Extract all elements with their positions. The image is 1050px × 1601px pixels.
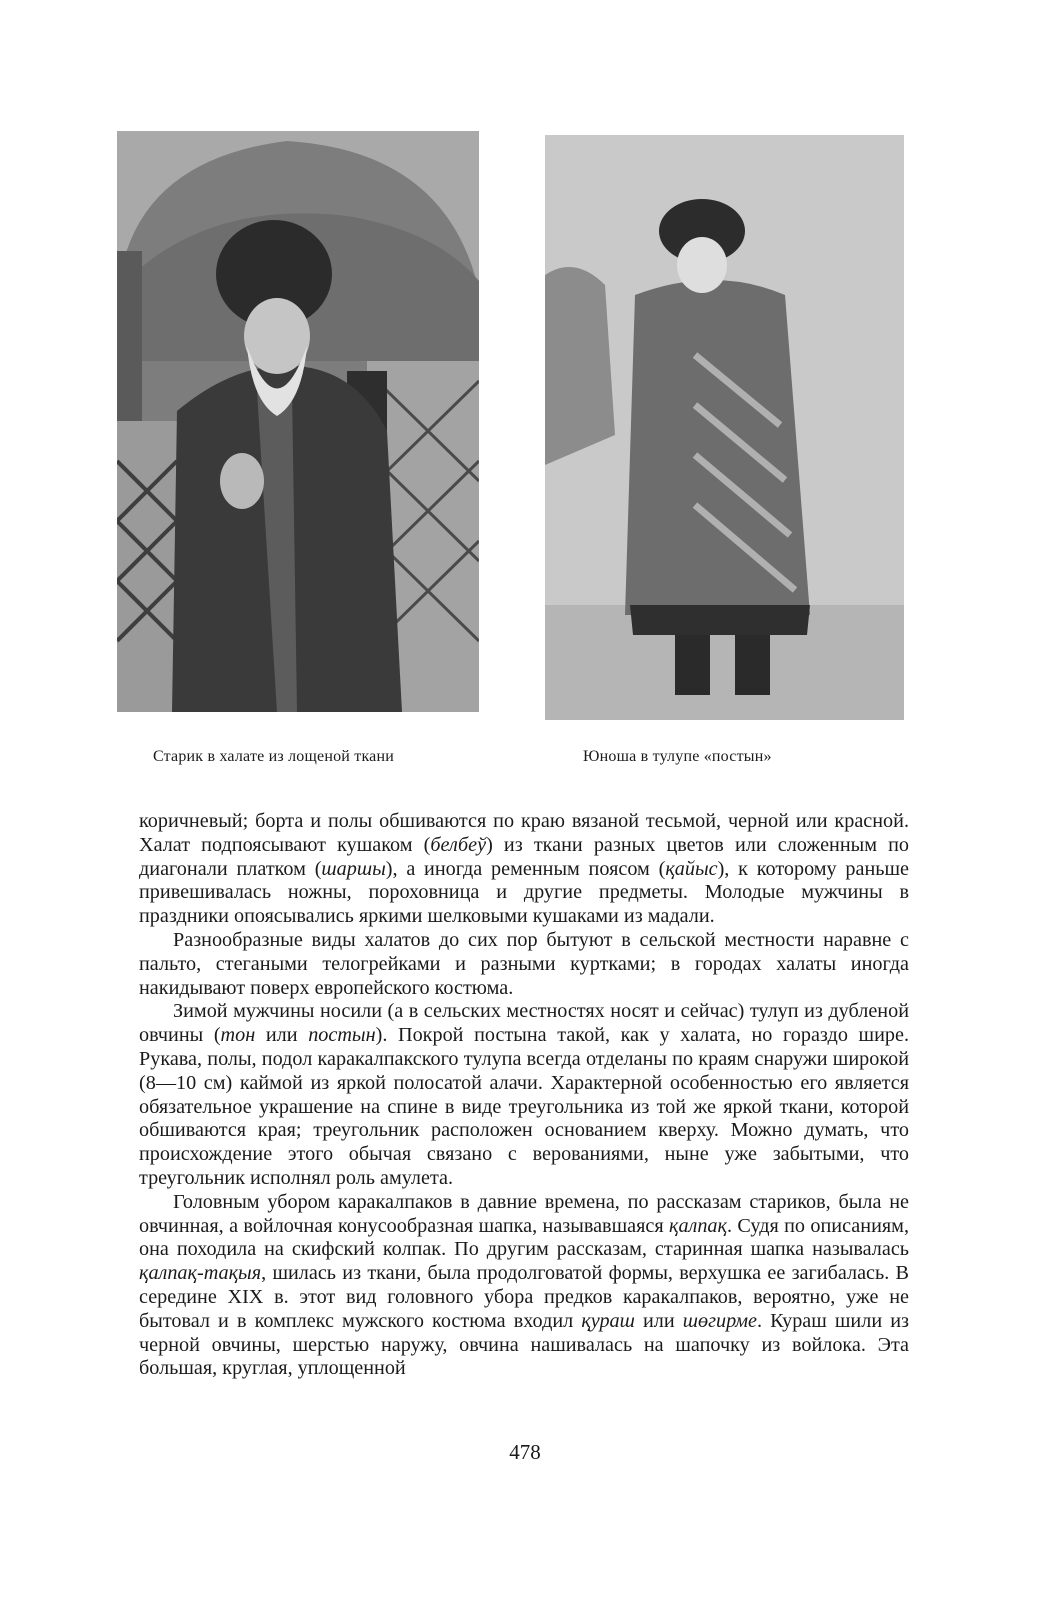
photo-old-man-image [117, 131, 479, 712]
paragraph [139, 810, 909, 929]
figure-caption-right: Юноша в тулупе «постын» [583, 748, 772, 765]
photo-old-man-in-robe [117, 131, 479, 712]
paragraph-text: . Кураш шили из черной овчины, шерстью наружу, овчина нашивалась на шапочку из войлока. Эта большая, круглая, уплощенной [139, 1309, 909, 1380]
paragraph [139, 929, 909, 1000]
paragraph-text: или [255, 1024, 309, 1047]
paragraph [139, 1000, 909, 1190]
italic-term: шаршы [321, 857, 386, 880]
page-number: 478 [509, 1440, 541, 1464]
paragraph [139, 1191, 909, 1381]
italic-term: белбеў [430, 833, 487, 856]
body-text [139, 810, 909, 1381]
paragraph-text: ), к которому раньше привешивалась ножны, пороховница и другие предметы. Молодые мужчины в праздники опоясывались яркими шелковыми кушаками из мадали. [139, 857, 909, 928]
paragraph-text: коричневый; борта и полы обшиваются по краю вязаной тесьмой, черной или красной. Халат подпоясывают кушаком ( [139, 810, 909, 856]
photo-young-man-in-sheepskin [545, 135, 904, 720]
paragraph-text: , шилась из ткани, была продолговатой формы, верхушка ее загибалась. В середине XIX в. этот вид головного убора предков каракалпаков, вероятно, уже не бытовал и в комплекс мужского костюма входил [139, 1262, 909, 1332]
italic-term: қалпақ-тақыя [139, 1262, 262, 1285]
photo-young-man-image [545, 135, 904, 720]
paragraph-text: . Судя по описаниям, она походила на скифский колпак. По другим рассказам, старинная шапка называлась [139, 1214, 909, 1261]
paragraph-text: ) из ткани разных цветов или сложенным по диагонали платком ( [139, 833, 910, 880]
paragraph-text: Зимой мужчины носили (а в сельских местностях носят и сейчас) тулуп из дубленой овчины ( [139, 1000, 909, 1047]
italic-term: тон [220, 1024, 256, 1047]
italic-term: қайыс [665, 857, 718, 880]
paragraph-text: или [634, 1309, 683, 1332]
paragraph-text: Головным убором каракалпаков в давние времена, по рассказам стариков, была не овчинная, а войлочная конусообразная шапка, называвшаяся [139, 1190, 909, 1237]
italic-term: қураш [581, 1309, 635, 1332]
figure-caption-left: Старик в халате из лощеной ткани [153, 748, 395, 765]
paragraph-text: ). Покрой постына такой, как у халата, но гораздо шире. Рукава, полы, подол каракалпакского тулупа всегда отделаны по краям снаружи широкой (8—10 см) каймой из яркой полосатой алачи. Характерной особенностью его является обязательное украшение на спине в виде треугольника из той же яркой ткани, которой обшиваются края; треугольник расположен основанием кверху. Можно думать, что происхождение этого обычая связано с верованиями, ныне уже забытыми, что треугольник исполнял роль амулета. [139, 1024, 909, 1189]
paragraph-text: Разнообразные виды халатов до сих пор бытуют в сельской местности наравне с пальто, стегаными телогрейками и разными куртками; в городах халаты иногда накидывают поверх европейского костюма. [139, 928, 909, 999]
italic-term: қалпақ [669, 1214, 727, 1237]
paragraph-text: ), а иногда ременным поясом ( [385, 857, 666, 880]
italic-term: шөгирме [682, 1309, 758, 1332]
italic-term: постын [308, 1024, 376, 1047]
